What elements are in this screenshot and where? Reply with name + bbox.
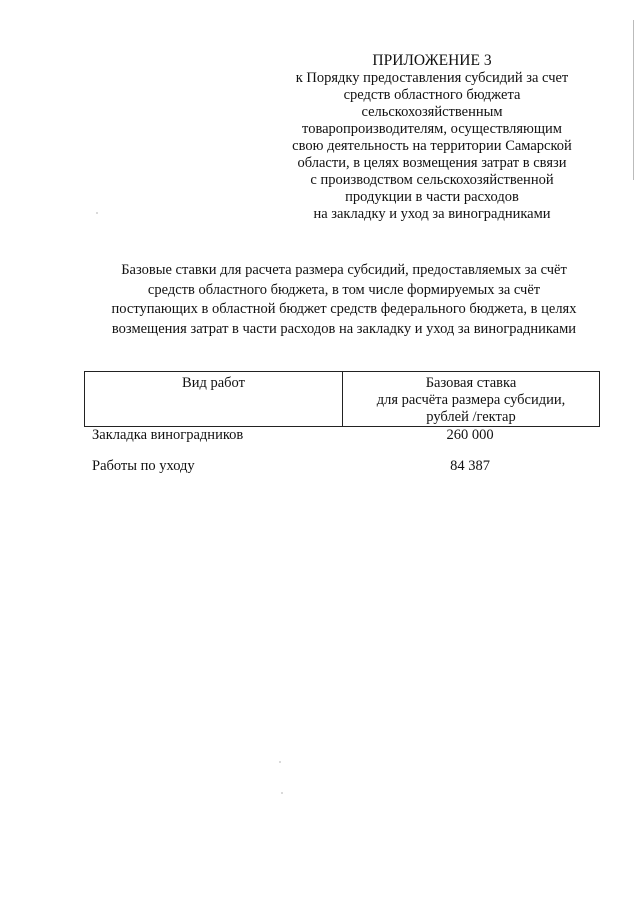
appendix-line: на закладку и уход за виноградниками	[313, 206, 551, 222]
table-row	[92, 427, 598, 444]
appendix-line: продукции в части расходов	[345, 189, 519, 205]
scan-speck	[281, 792, 283, 794]
table-row	[92, 458, 598, 475]
header-base-rate-line: рублей /гектар	[426, 409, 516, 425]
appendix-line: товаропроизводителям, осуществляющим	[302, 121, 562, 137]
document-title	[70, 261, 618, 339]
title-line: возмещения затрат в части расходов на закладку и уход за виноградниками	[111, 320, 577, 337]
appendix-line: свою деятельность на территории Самарской	[292, 138, 572, 154]
header-base-rate	[343, 372, 599, 426]
title-line: средств областного бюджета, в том числе формируемых за счёт	[147, 281, 541, 298]
appendix-line: с производством сельскохозяйственной	[310, 172, 554, 188]
row-work-type: Закладка виноградников	[92, 427, 244, 443]
appendix-block	[282, 52, 582, 223]
header-base-rate-line: Базовая ставка	[425, 375, 517, 391]
row-base-rate: 260 000	[446, 427, 494, 443]
header-base-rate-line: для расчёта размера субсидии,	[376, 392, 566, 408]
appendix-line: сельскохозяйственным	[361, 104, 503, 120]
scan-speck	[96, 212, 98, 214]
appendix-line: области, в целях возмещения затрат в связи	[297, 155, 567, 171]
rates-table-header	[84, 371, 600, 427]
appendix-title: ПРИЛОЖЕНИЕ 3	[372, 52, 492, 69]
row-work-type: Работы по уходу	[92, 458, 195, 474]
scan-speck	[279, 761, 281, 763]
appendix-line: средств областного бюджета	[343, 87, 521, 103]
appendix-line: к Порядку предоставления субсидий за счет	[295, 70, 569, 86]
title-line: Базовые ставки для расчета размера субсидий, предоставляемых за счёт	[121, 262, 567, 278]
title-line: поступающих в областной бюджет средств федерального бюджета, в целях	[111, 301, 577, 318]
header-work-type: Вид работ	[85, 372, 343, 426]
row-base-rate: 84 387	[450, 458, 490, 474]
scan-edge-line	[633, 20, 634, 180]
